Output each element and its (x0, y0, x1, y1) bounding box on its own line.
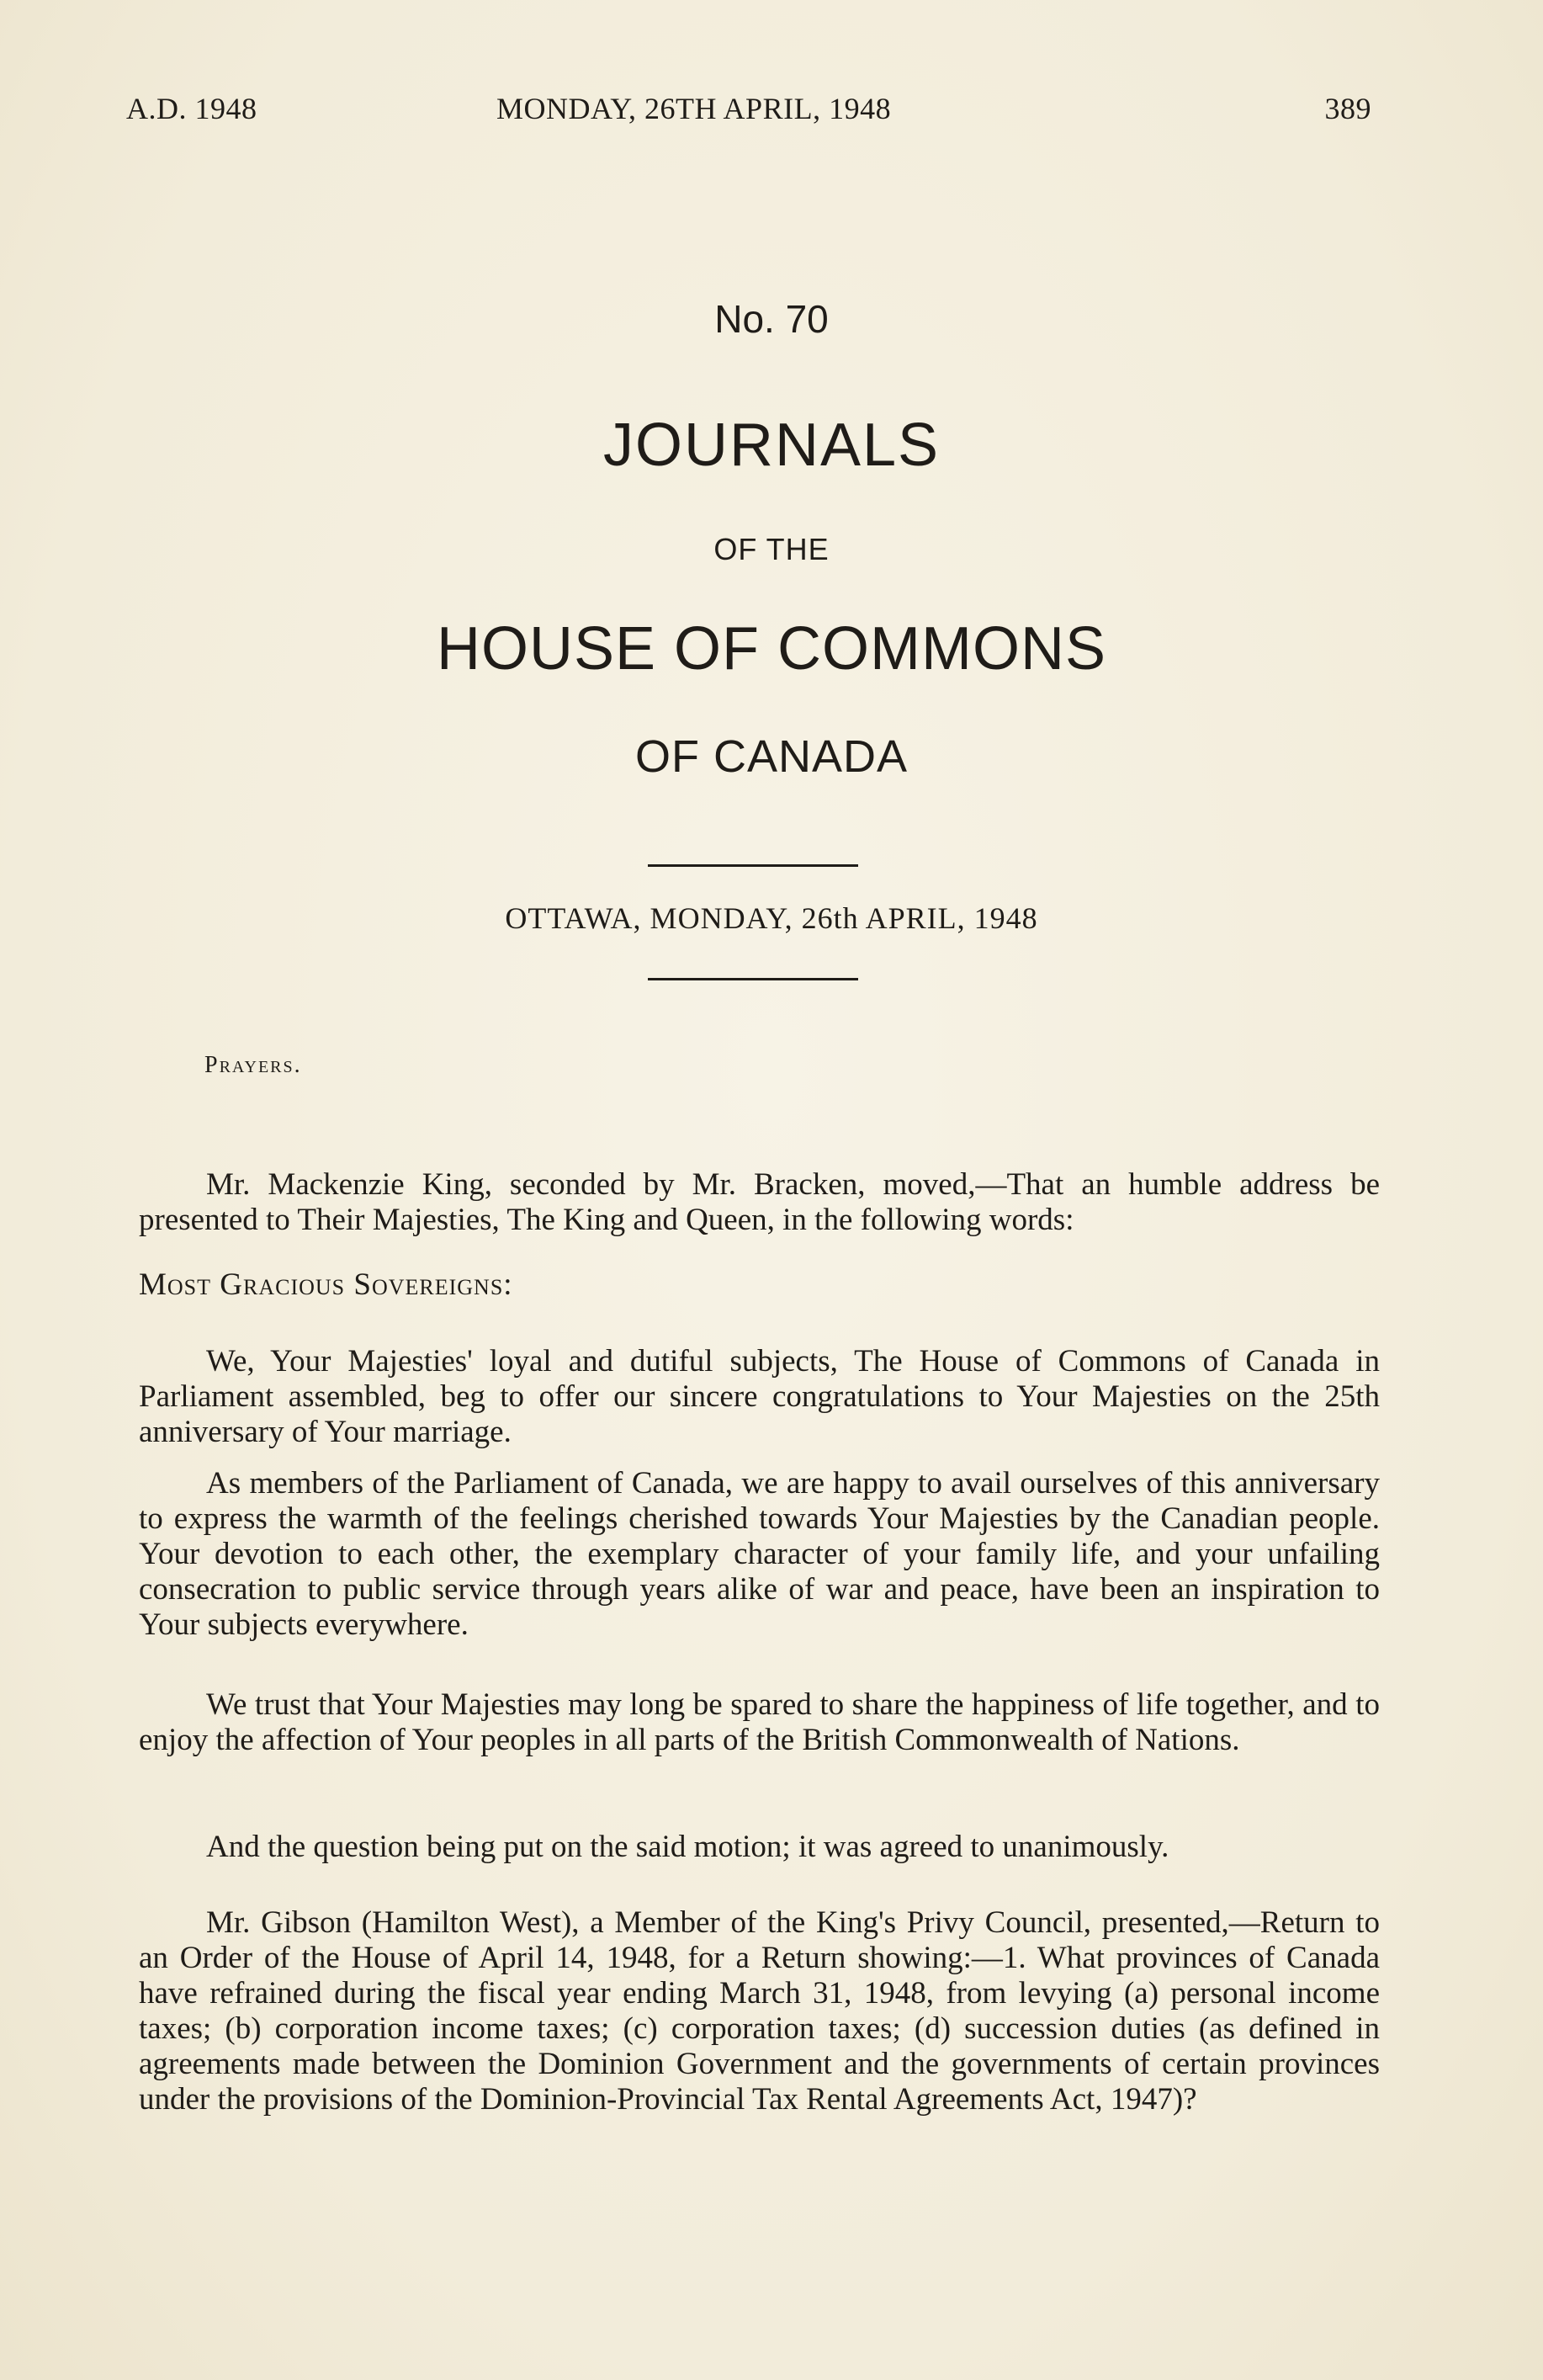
running-head-year: A.D. 1948 (126, 92, 257, 125)
of-the-line: OF THE (713, 532, 830, 566)
question-paragraph: And the question being put on the said motion; it was agreed to unanimously. (206, 1830, 1169, 1864)
issue-number: No. 70 (714, 297, 829, 341)
dateline: OTTAWA, MONDAY, 26th APRIL, 1948 (505, 901, 1038, 935)
address-paragraph-3: We trust that Your Majesties may long be spared to share the happiness of life together, and to enjoy the affection of Your peoples in all parts of the British Commonwealth of Nations. (139, 1687, 1380, 1757)
address-paragraph-2: As members of the Parliament of Canada, we are happy to avail ourselves of this anniversary to express the warmth of the feelings cherished towards Your Majesties by the Canadian people. Your devotion to each other, the exemplary character of your family life, and your unfailing consecration to public service through years alike of war and peace, have been an inspiration to Your subjects everywhere. (139, 1466, 1380, 1642)
address-paragraph-1: We, Your Majesties' loyal and dutiful subjects, The House of Commons of Canada in Parliament assembled, beg to offer our sincere congratulations to Your Majesties on the 25th anniversary of Your marriage. (139, 1344, 1380, 1449)
motion-paragraph: Mr. Mackenzie King, seconded by Mr. Bracken, moved,—That an humble address be presented to Their Majesties, The King and Queen, in the following words: (139, 1167, 1380, 1237)
page-number: 389 (1324, 92, 1371, 125)
divider-rule-bottom (648, 978, 858, 980)
running-head (126, 91, 1371, 133)
salutation: Most Gracious Sovereigns: (139, 1267, 513, 1302)
house-of-commons-title: HOUSE OF COMMONS (436, 615, 1106, 683)
prayers-heading: Prayers. (204, 1052, 302, 1078)
running-head-date: MONDAY, 26TH APRIL, 1948 (496, 92, 892, 125)
of-canada-line: OF CANADA (634, 731, 909, 782)
divider-rule-top (648, 864, 858, 867)
journals-title: JOURNALS (602, 412, 941, 479)
return-paragraph: Mr. Gibson (Hamilton West), a Member of the King's Privy Council, presented,—Return to an Order of the House of April 14, 1948, for a Return showing:—1. What provinces of Canada have refrained during the fiscal year ending March 31, 1948, from levying (a) personal income taxes; (b) corporation income taxes; (c) corporation taxes; (d) succession duties (as defined in agreements made between the Dominion Government and the governments of certain provinces under the provisions of the Dominion-Provincial Tax Rental Agreements Act, 1947)? (139, 1905, 1380, 2117)
